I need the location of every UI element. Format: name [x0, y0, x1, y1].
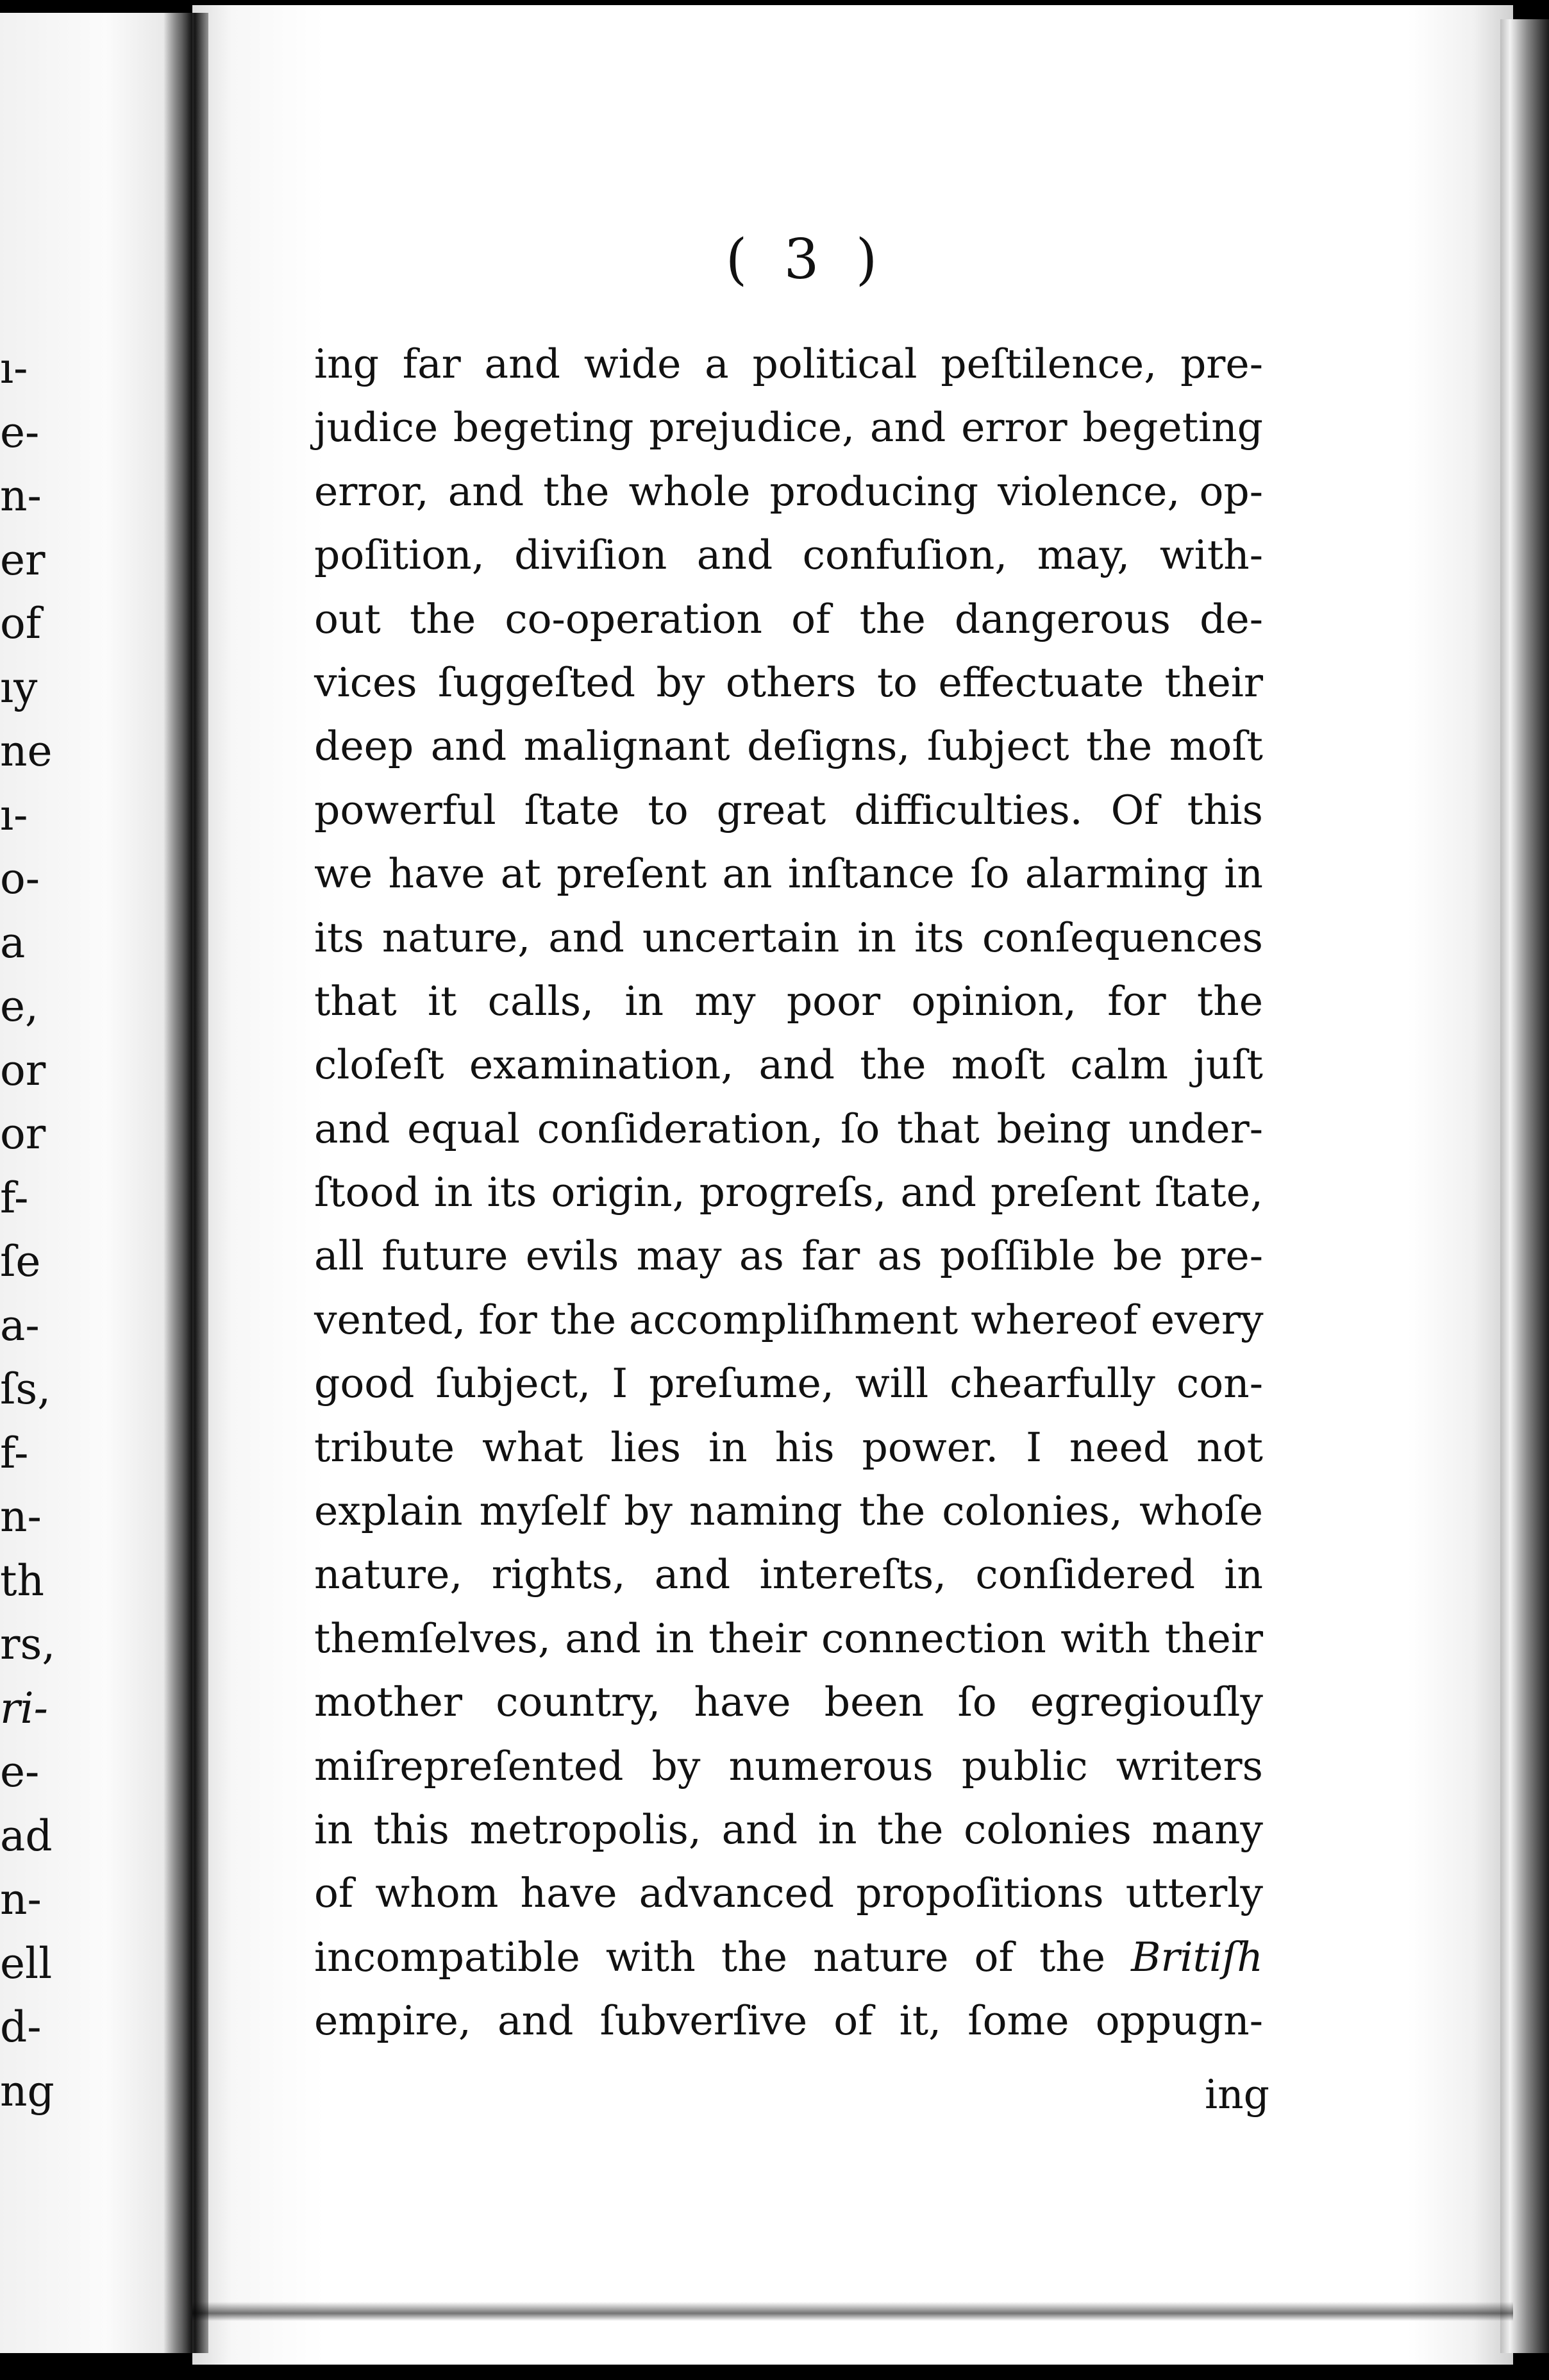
- facing-page-fragment: f-: [0, 1173, 29, 1223]
- text-line: out the co-operation of the dangerous de-: [314, 595, 1263, 642]
- text-line: miſrepreſented by numerous public writers: [314, 1742, 1263, 1789]
- facing-page-fragment: e-: [0, 407, 40, 457]
- text-line: vices ſuggeſted by others to effectuate their: [314, 658, 1263, 706]
- book-gutter-shadow: [163, 13, 208, 2353]
- text-line: empire, and ſubverſive of it, ſome oppugn-: [314, 1997, 1263, 2045]
- text-line: cloſeſt examination, and the moſt calm juſt: [314, 1041, 1263, 1089]
- text-line: vented, for the accompliſhment whereof every: [314, 1296, 1264, 1343]
- text-line: tribute what lies in his power. I need not: [314, 1423, 1263, 1471]
- page-edge-right: [1500, 19, 1549, 2353]
- text-line: explain myſelf by naming the colonies, whoſe: [314, 1488, 1263, 1535]
- facing-page-fragment: or: [0, 1045, 46, 1095]
- facing-page-fragment: ſe: [0, 1237, 41, 1286]
- text-line: error, and the whole producing violence, op-: [314, 467, 1263, 515]
- text-line: of whom have advanced propoſitions utterly: [314, 1870, 1263, 1917]
- text-line: nature, rights, and intereſts, conſidered in: [314, 1551, 1263, 1598]
- facing-page-fragment: of: [0, 599, 42, 648]
- facing-page-fragment: n-: [0, 1492, 42, 1541]
- facing-page-fragment: o-: [0, 854, 40, 903]
- text-line: we have at preſent an inſtance ſo alarming in: [314, 850, 1263, 898]
- page-body-text: [314, 332, 1263, 2053]
- facing-page-fragment: er: [0, 535, 46, 585]
- facing-page-fragment: th: [0, 1555, 45, 1605]
- facing-page-fragment: ne: [0, 726, 53, 776]
- text-line: mother country, have been ſo egregiouſly: [314, 1679, 1263, 1726]
- facing-page-fragment: ıy: [0, 662, 38, 712]
- facing-page-fragment: ri-: [0, 1683, 48, 1733]
- facing-page-fragment: f-: [0, 1428, 29, 1478]
- facing-page-fragment: ı-: [0, 344, 28, 393]
- facing-page-fragment: or: [0, 1109, 46, 1159]
- text-line: powerful ſtate to great difficulties. Of this: [314, 786, 1263, 834]
- facing-page-fragment: a: [0, 918, 26, 968]
- catchword: ing: [1204, 2071, 1269, 2118]
- text-line: deep and malignant deſigns, ſubject the moſt: [314, 723, 1263, 770]
- facing-page-fragment: n-: [0, 1875, 42, 1924]
- text-line: ing far and wide a political peſtilence, pre-: [314, 340, 1263, 387]
- facing-page-fragment: a-: [0, 1300, 40, 1350]
- page-bottom-shadow: [192, 2302, 1513, 2321]
- text-line: incompatible with the nature of the Britiſh: [314, 1933, 1263, 1981]
- facing-page-fragment: ad: [0, 1811, 53, 1861]
- facing-page-fragment: rs,: [0, 1620, 56, 1669]
- text-line: themſelves, and in their connection with their: [314, 1614, 1263, 1662]
- text-line: judice begeting prejudice, and error begeting: [314, 404, 1263, 451]
- text-line: that it calls, in my poor opinion, for the: [314, 977, 1263, 1025]
- text-line: ſtood in its origin, progreſs, and preſent ſtate,: [314, 1169, 1263, 1216]
- facing-page-fragment: n-: [0, 471, 42, 521]
- text-line: and equal conſideration, ſo that being under-: [314, 1105, 1263, 1152]
- facing-page-fragment: e-: [0, 1747, 40, 1797]
- page-number: ( 3 ): [725, 228, 878, 292]
- text-line: all future evils may as far as poſſible be pre-: [314, 1232, 1263, 1280]
- text-line: poſition, diviſion and confuſion, may, with-: [314, 532, 1263, 579]
- facing-page-fragment: ı-: [0, 790, 28, 840]
- text-line: in this metropolis, and in the colonies many: [314, 1806, 1263, 1853]
- facing-page-fragment: ell: [0, 1938, 53, 1988]
- facing-page-fragment: ng: [0, 2066, 54, 2116]
- facing-page-fragment: d-: [0, 2002, 42, 2052]
- facing-page-fragment: ſs,: [0, 1364, 51, 1414]
- text-line: its nature, and uncertain in its conſequences: [314, 914, 1263, 961]
- facing-page-fragment: e,: [0, 982, 39, 1031]
- text-line: good ſubject, I preſume, will chearfully con-: [314, 1360, 1263, 1407]
